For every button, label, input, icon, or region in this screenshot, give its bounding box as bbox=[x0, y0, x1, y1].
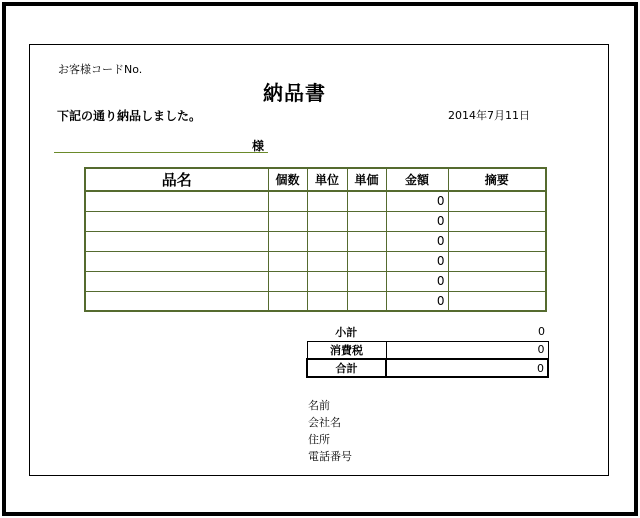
cell-price[interactable] bbox=[347, 271, 386, 291]
header-item: 品名 bbox=[85, 168, 268, 191]
items-table bbox=[84, 167, 547, 312]
sender-company-label: 会社名 bbox=[308, 416, 341, 429]
cell-unit[interactable] bbox=[307, 291, 347, 311]
intro-text: 下記の通り納品しました。 bbox=[57, 109, 202, 123]
cell-price[interactable] bbox=[347, 291, 386, 311]
cell-amount[interactable]: 0 bbox=[386, 271, 448, 291]
header-amount: 金額 bbox=[386, 168, 448, 191]
subtotal-value: 0 bbox=[386, 323, 548, 341]
header-unit: 単位 bbox=[307, 168, 347, 191]
tax-value: 0 bbox=[386, 341, 548, 359]
cell-price[interactable] bbox=[347, 251, 386, 271]
recipient-name-line[interactable] bbox=[54, 152, 268, 153]
table-row bbox=[85, 191, 546, 211]
cell-amount[interactable]: 0 bbox=[386, 211, 448, 231]
cell-amount[interactable]: 0 bbox=[386, 191, 448, 211]
sender-info bbox=[308, 397, 352, 465]
page-title: 納品書 bbox=[263, 81, 326, 105]
cell-unit[interactable] bbox=[307, 231, 347, 251]
cell-amount[interactable]: 0 bbox=[386, 251, 448, 271]
subtotal-label: 小計 bbox=[307, 323, 386, 341]
header-note: 摘要 bbox=[448, 168, 546, 191]
cell-qty[interactable] bbox=[268, 291, 307, 311]
tax-label: 消費税 bbox=[307, 341, 386, 359]
cell-unit[interactable] bbox=[307, 251, 347, 271]
issue-date: 2014年7月11日 bbox=[448, 109, 530, 122]
cell-price[interactable] bbox=[347, 211, 386, 231]
cell-price[interactable] bbox=[347, 231, 386, 251]
header-qty: 個数 bbox=[268, 168, 307, 191]
cell-note[interactable] bbox=[448, 251, 546, 271]
table-row bbox=[85, 291, 546, 311]
cell-unit[interactable] bbox=[307, 191, 347, 211]
cell-item[interactable] bbox=[85, 291, 268, 311]
cell-note[interactable] bbox=[448, 291, 546, 311]
total-value: 0 bbox=[386, 359, 548, 377]
recipient-suffix: 様 bbox=[252, 139, 265, 153]
table-row bbox=[85, 251, 546, 271]
cell-unit[interactable] bbox=[307, 211, 347, 231]
sender-phone-label: 電話番号 bbox=[308, 450, 352, 463]
cell-note[interactable] bbox=[448, 271, 546, 291]
cell-qty[interactable] bbox=[268, 191, 307, 211]
cell-amount[interactable]: 0 bbox=[386, 231, 448, 251]
cell-item[interactable] bbox=[85, 211, 268, 231]
sender-name-label: 名前 bbox=[308, 399, 330, 412]
table-row bbox=[85, 271, 546, 291]
subtotal-row bbox=[307, 323, 548, 341]
cell-qty[interactable] bbox=[268, 271, 307, 291]
table-row bbox=[85, 231, 546, 251]
cell-price[interactable] bbox=[347, 191, 386, 211]
total-row bbox=[307, 359, 548, 377]
totals-table bbox=[306, 323, 549, 378]
cell-note[interactable] bbox=[448, 211, 546, 231]
customer-code-label: お客様コードNo. bbox=[58, 63, 143, 76]
cell-amount[interactable]: 0 bbox=[386, 291, 448, 311]
table-header-row bbox=[85, 168, 546, 191]
cell-qty[interactable] bbox=[268, 231, 307, 251]
cell-item[interactable] bbox=[85, 271, 268, 291]
header-price: 単価 bbox=[347, 168, 386, 191]
table-row bbox=[85, 211, 546, 231]
sender-address-label: 住所 bbox=[308, 433, 330, 446]
tax-row bbox=[307, 341, 548, 359]
cell-unit[interactable] bbox=[307, 271, 347, 291]
cell-qty[interactable] bbox=[268, 251, 307, 271]
total-label: 合計 bbox=[307, 359, 386, 377]
cell-note[interactable] bbox=[448, 191, 546, 211]
cell-note[interactable] bbox=[448, 231, 546, 251]
cell-item[interactable] bbox=[85, 251, 268, 271]
cell-item[interactable] bbox=[85, 191, 268, 211]
cell-item[interactable] bbox=[85, 231, 268, 251]
cell-qty[interactable] bbox=[268, 211, 307, 231]
